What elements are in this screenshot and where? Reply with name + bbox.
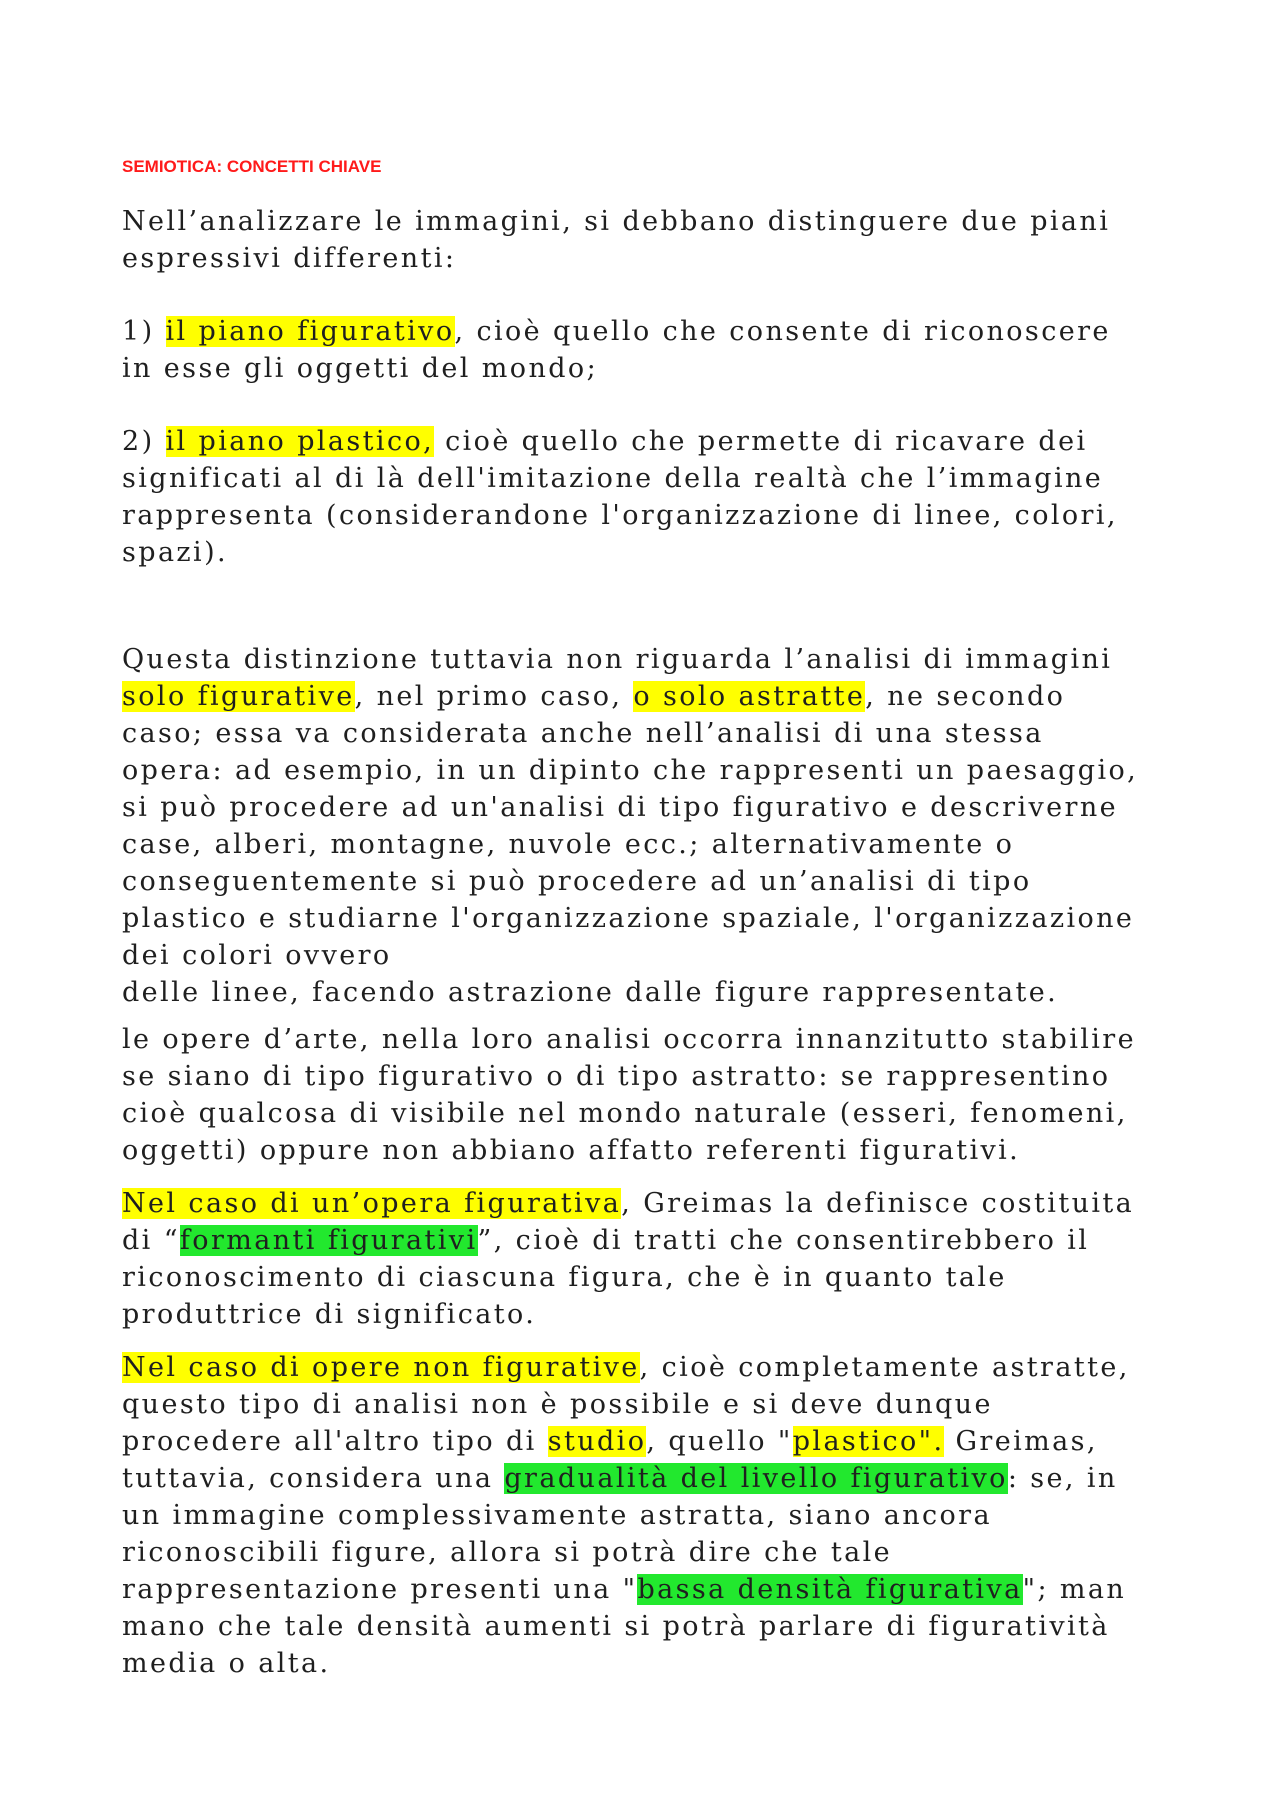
- text-line: [122, 1608, 1182, 1645]
- text-run: conseguentemente si può procedere ad un’analisi di tipo: [122, 866, 1032, 897]
- paragraph-opere-arte: [122, 1021, 1182, 1169]
- text-line: [122, 1423, 1182, 1460]
- text-line: [122, 1534, 1182, 1571]
- text-run: media o alta.: [122, 1648, 331, 1679]
- text-line: [122, 1185, 1182, 1222]
- text-run: in esse gli oggetti del mondo;: [122, 353, 599, 384]
- text-line: [122, 497, 1182, 534]
- text-line: [122, 203, 1182, 240]
- text-run: Nell’analizzare le immagini, si debbano distinguere due piani: [122, 206, 1111, 237]
- paragraph-opere-non-figurative: [122, 1349, 1182, 1682]
- text-line: [122, 678, 1182, 715]
- text-run: : se, in: [1007, 1463, 1118, 1494]
- text-line: [122, 1571, 1182, 1608]
- document-heading: SEMIOTICA: CONCETTI CHIAVE: [122, 157, 382, 176]
- text-line: [122, 1497, 1182, 1534]
- text-run: spazi).: [122, 537, 229, 568]
- text-line: [122, 460, 1182, 497]
- text-run: di “: [122, 1225, 180, 1256]
- highlight-green: bassa densità figurativa: [637, 1574, 1023, 1605]
- text-line: [122, 1349, 1182, 1386]
- highlight-yellow: Nel caso di un’opera figurativa: [122, 1188, 622, 1219]
- text-run: cioè quello che permette di ricavare dei: [434, 426, 1088, 457]
- text-line: [122, 641, 1182, 678]
- paragraph-distinzione: [122, 641, 1182, 1011]
- text-line: [122, 1386, 1182, 1423]
- text-run: riconoscimento di ciascuna figura, che è in quanto tale: [122, 1262, 1007, 1293]
- text-run: rappresentazione presenti una ": [122, 1574, 638, 1605]
- text-run: caso; essa va considerata anche nell’analisi di una stessa: [122, 718, 1044, 749]
- highlight-yellow: plastico".: [792, 1426, 945, 1457]
- text-line: [122, 1132, 1182, 1169]
- text-run: , Greimas la definisce costituita: [621, 1188, 1135, 1219]
- text-run: case, alberi, montagne, nuvole ecc.; alternativamente o: [122, 829, 1015, 860]
- text-line: [122, 240, 1182, 277]
- text-line: [122, 1645, 1182, 1682]
- text-run: un immagine complessivamente astratta, siano ancora: [122, 1500, 992, 1531]
- text-run: , ne secondo: [865, 681, 1066, 712]
- text-line: [122, 1058, 1182, 1095]
- text-line: [122, 313, 1182, 350]
- text-run: , cioè quello che consente di riconoscere: [454, 316, 1111, 347]
- text-line: [122, 1259, 1182, 1296]
- text-line: [122, 423, 1182, 460]
- paragraph-opera-figurativa: [122, 1185, 1182, 1333]
- highlight-green: formanti figurativi: [179, 1225, 478, 1256]
- text-run: tuttavia, considera una: [122, 1463, 505, 1494]
- text-run: 2): [122, 426, 166, 457]
- text-run: , quello ": [646, 1426, 793, 1457]
- text-line: [122, 534, 1182, 571]
- text-run: Questa distinzione tuttavia non riguarda l’analisi di immagini: [122, 644, 1113, 675]
- text-run: dei colori ovvero: [122, 940, 392, 971]
- text-line: [122, 863, 1182, 900]
- text-run: produttrice di significato.: [122, 1299, 537, 1330]
- text-run: Greimas,: [944, 1426, 1098, 1457]
- text-run: delle linee, facendo astrazione dalle figure rappresentate.: [122, 977, 1059, 1008]
- paragraph-intro: [122, 203, 1182, 277]
- text-run: , cioè completamente astratte,: [639, 1352, 1130, 1383]
- text-run: questo tipo di analisi non è possibile e si deve dunque: [122, 1389, 993, 1420]
- text-line: [122, 1222, 1182, 1259]
- text-run: "; man: [1022, 1574, 1127, 1605]
- text-run: si può procedere ad un'analisi di tipo figurativo e descriverne: [122, 792, 1118, 823]
- text-run: plastico e studiarne l'organizzazione spaziale, l'organizzazione: [122, 903, 1135, 934]
- text-run: procedere all'altro tipo di: [122, 1426, 548, 1457]
- text-run: significati al di là dell'imitazione della realtà che l’immagine: [122, 463, 1104, 494]
- text-line: [122, 826, 1182, 863]
- text-run: le opere d’arte, nella loro analisi occorra innanzitutto stabilire: [122, 1024, 1136, 1055]
- highlight-yellow: solo figurative: [122, 681, 355, 712]
- text-run: mano che tale densità aumenti si potrà parlare di figuratività: [122, 1611, 1110, 1642]
- text-line: [122, 789, 1182, 826]
- text-run: cioè qualcosa di visibile nel mondo naturale (esseri, fenomeni,: [122, 1098, 1128, 1129]
- text-run: espressivi differenti:: [122, 243, 457, 274]
- highlight-yellow: il piano plastico,: [165, 426, 435, 457]
- highlight-yellow: il piano figurativo: [165, 316, 455, 347]
- text-line: [122, 974, 1182, 1011]
- text-line: [122, 752, 1182, 789]
- text-line: [122, 900, 1182, 937]
- text-run: ”, cioè di tratti che consentirebbero il: [477, 1225, 1090, 1256]
- text-line: [122, 1296, 1182, 1333]
- text-line: [122, 1021, 1182, 1058]
- paragraph-piano-figurativo: [122, 313, 1182, 387]
- paragraph-piano-plastico: [122, 423, 1182, 571]
- text-run: riconoscibili figure, allora si potrà dire che tale: [122, 1537, 892, 1568]
- highlight-green: gradualità del livello figurativo: [504, 1463, 1008, 1494]
- text-line: [122, 1095, 1182, 1132]
- highlight-yellow: o solo astratte: [633, 681, 866, 712]
- text-line: [122, 350, 1182, 387]
- text-run: rappresenta (considerandone l'organizzazione di linee, colori,: [122, 500, 1118, 531]
- highlight-yellow: Nel caso di opere non figurative: [122, 1352, 640, 1383]
- text-run: , nel primo caso,: [354, 681, 634, 712]
- highlight-yellow: studio: [547, 1426, 647, 1457]
- text-run: 1): [122, 316, 166, 347]
- text-run: oggetti) oppure non abbiano affatto referenti figurativi.: [122, 1135, 1021, 1166]
- text-run: se siano di tipo figurativo o di tipo astratto: se rappresentino: [122, 1061, 1111, 1092]
- text-line: [122, 1460, 1182, 1497]
- text-line: [122, 937, 1182, 974]
- text-run: opera: ad esempio, in un dipinto che rappresenti un paesaggio,: [122, 755, 1139, 786]
- text-line: [122, 715, 1182, 752]
